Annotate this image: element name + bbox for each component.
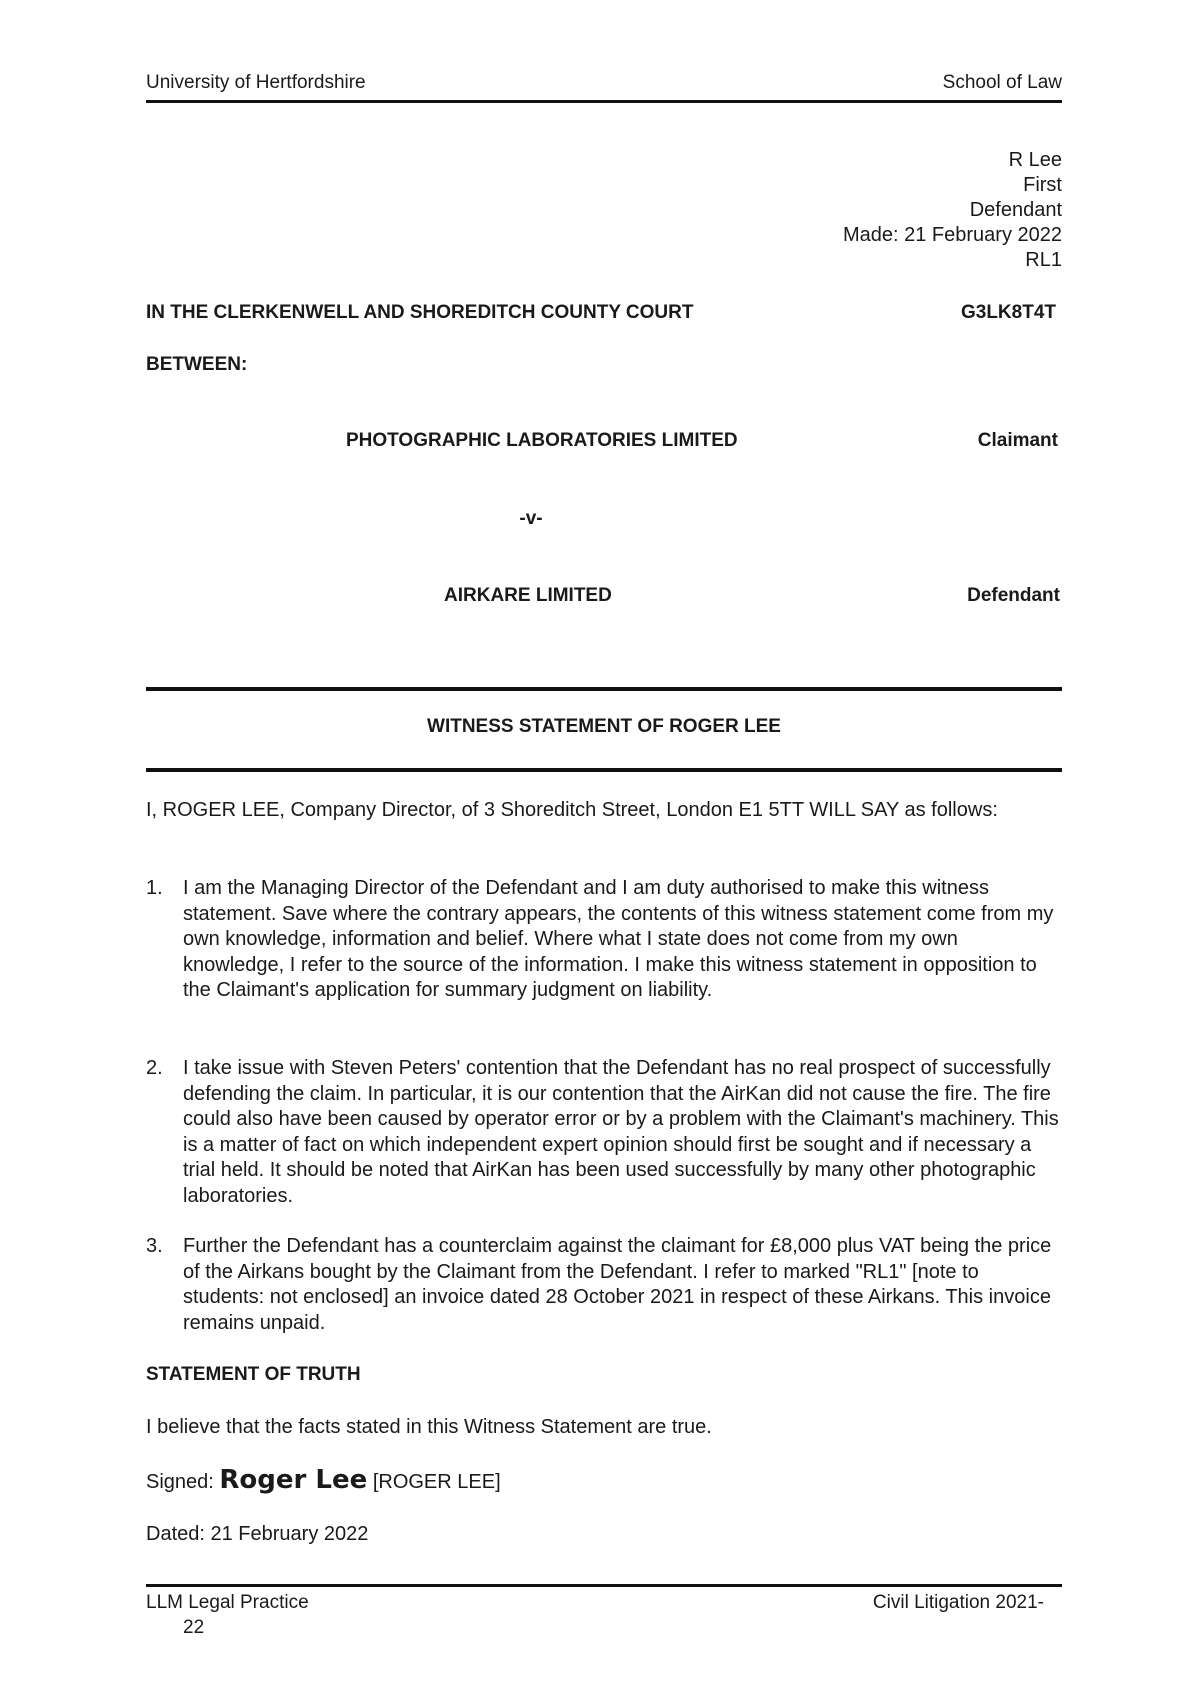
footer-course: LLM Legal Practice <box>146 1592 309 1613</box>
numbered-paragraph <box>146 1234 1062 1336</box>
paragraph-text: Further the Defendant has a counterclaim against the claimant for £8,000 plus VAT being the price of the Airkans bought by the Claimant from the Defendant. I refer to marked "RL1" [note to students: not enclosed] an invoice dated 28 October 2021 in respect of these Airkans. This invoice remains unpaid. <box>183 1235 1052 1334</box>
paragraph-number: 2. <box>146 1057 163 1079</box>
versus-label: -v- <box>519 508 543 529</box>
signed-name: [ROGER LEE] <box>372 1471 501 1493</box>
title-rule-top <box>146 687 1062 691</box>
marking-exhibit: RL1 <box>1025 249 1062 271</box>
intro-paragraph: I, ROGER LEE, Company Director, of 3 Shoreditch Street, London E1 5TT WILL SAY as follows: <box>146 799 998 821</box>
marking-party: Defendant <box>969 199 1062 221</box>
claim-number: G3LK8T4T <box>960 302 1056 323</box>
footer-continuation: 22 <box>183 1617 205 1638</box>
footer-rule <box>146 1584 1062 1587</box>
paragraph-text: I take issue with Steven Peters' contention that the Defendant has no real prospect of successfully defending the claim. In particular, it is our contention that the AirKan did not cause the fire. The fire could also have been caused by operator error or by a problem with the Claimant's machinery. This is a matter of fact on which independent expert opinion should first be sought and if necessary a trial held. It should be noted that AirKan has been used successfully by many other photographic laboratories. <box>183 1057 1059 1207</box>
header-university: University of Hertfordshire <box>146 72 366 93</box>
court-line <box>146 302 1062 324</box>
title-rule-bottom <box>146 768 1062 772</box>
court-name: IN THE CLERKENWELL AND SHOREDITCH COUNTY COURT <box>146 302 694 323</box>
dated-line: Dated: 21 February 2022 <box>146 1523 369 1545</box>
defendant-role: Defendant <box>967 585 1060 606</box>
footer-module: Civil Litigation 2021- <box>872 1592 1044 1613</box>
signature-line <box>146 1465 501 1495</box>
claimant-role: Claimant <box>977 430 1058 451</box>
page-header <box>146 72 1062 103</box>
document-marking <box>843 148 1062 273</box>
signed-label: Signed: <box>146 1471 214 1493</box>
paragraph-number: 1. <box>146 877 163 899</box>
document-page <box>146 0 1062 1698</box>
numbered-paragraph <box>146 1056 1062 1209</box>
statement-of-truth-heading: STATEMENT OF TRUTH <box>146 1364 361 1385</box>
claimant-name: PHOTOGRAPHIC LABORATORIES LIMITED <box>346 430 738 451</box>
defendant-name: AIRKARE LIMITED <box>444 585 612 606</box>
header-school: School of Law <box>942 72 1062 93</box>
statement-title: WITNESS STATEMENT OF ROGER LEE <box>427 716 781 737</box>
paragraph-text: I am the Managing Director of the Defendant and I am duty authorised to make this witness statement. Save where the contrary appears, the contents of this witness statement come from my own knowledge, information and belief. Where what I state does not come from my own knowledge, I refer to the source of the information. I make this witness statement in opposition to the Claimant's application for summary judgment on liability. <box>183 877 1054 1001</box>
signature: Roger Lee <box>219 1465 368 1495</box>
between-label: BETWEEN: <box>146 354 248 375</box>
marking-statement-number: First <box>1023 174 1062 196</box>
marking-date-made: Made: 21 February 2022 <box>842 224 1062 246</box>
paragraph-number: 3. <box>146 1235 163 1257</box>
marking-witness-name: R Lee <box>1008 149 1062 171</box>
statement-of-truth-text: I believe that the facts stated in this Witness Statement are true. <box>146 1416 712 1438</box>
numbered-paragraph <box>146 876 1062 1004</box>
